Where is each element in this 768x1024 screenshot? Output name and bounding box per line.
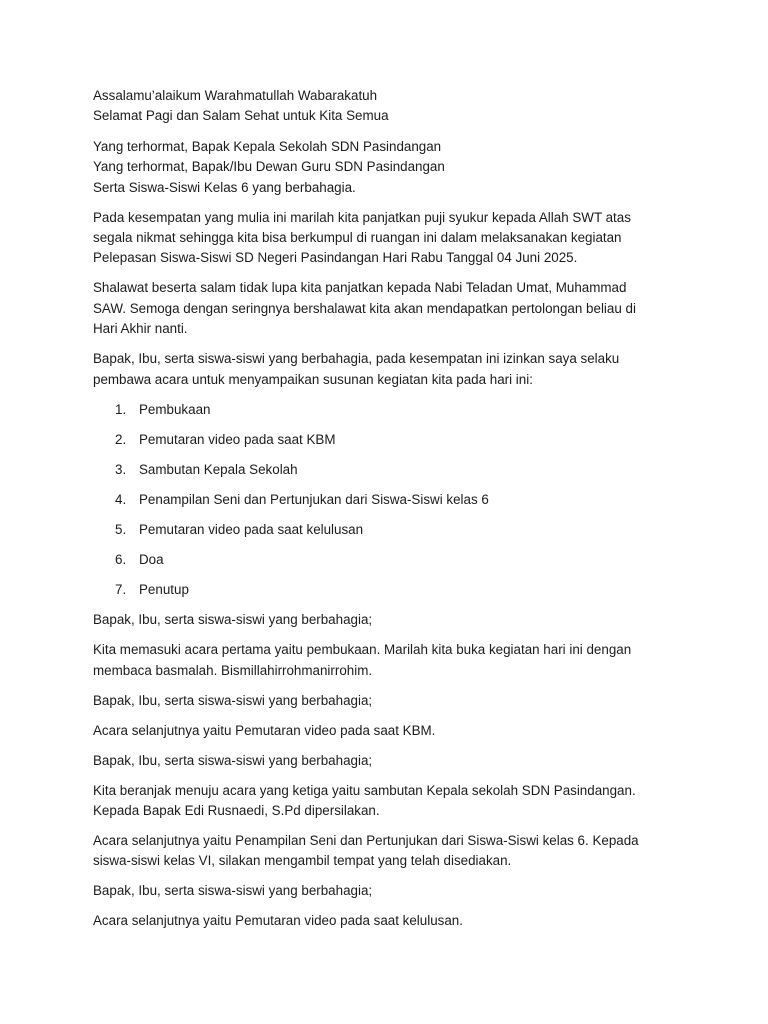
agenda-item-number: 6. <box>115 552 127 568</box>
paragraph-line: Pada kesempatan yang mulia ini marilah kita panjatkan puji syukur kepada Allah SWT atas <box>93 209 631 225</box>
paragraph-line: Bapak, Ibu, serta siswa-siswi yang berbahagia; <box>93 612 373 628</box>
shalawat-paragraph <box>93 278 673 339</box>
paragraph-line: Kita memasuki acara pertama yaitu pembukaan. Marilah kita buka kegiatan hari ini dengan <box>93 642 632 658</box>
paragraph-line: Acara selanjutnya yaitu Pemutaran video pada saat KBM. <box>93 722 436 738</box>
paragraph-line: Bapak, Ibu, serta siswa-siswi yang berbahagia; <box>93 883 373 899</box>
agenda-item-text: Pemutaran video pada saat kelulusan <box>139 521 364 537</box>
agenda-item-number: 4. <box>115 491 127 507</box>
honorific-line: Yang terhormat, Bapak/Ibu Dewan Guru SDN Pasindangan <box>93 159 445 175</box>
agenda-item <box>93 460 673 480</box>
paragraph-line: siswa-siswi kelas VI, silakan mengambil tempat yang telah disediakan. <box>93 853 512 869</box>
agenda-item-text: Penutup <box>139 582 189 598</box>
agenda-item <box>93 520 673 540</box>
paragraph-line: segala nikmat sehingga kita bisa berkumpul di ruangan ini dalam melaksanakan kegiatan <box>93 230 622 246</box>
agenda-item-text: Pemutaran video pada saat KBM <box>139 431 336 447</box>
agenda-list <box>93 400 673 601</box>
agenda-item-number: 1. <box>115 401 127 417</box>
agenda-item-text: Sambutan Kepala Sekolah <box>139 461 298 477</box>
body-paragraph <box>93 881 673 901</box>
body-paragraph <box>93 721 673 741</box>
paragraph-line: Kepada Bapak Edi Rusnaedi, S.Pd dipersilakan. <box>93 803 380 819</box>
paragraph-line: SAW. Semoga dengan seringnya bershalawat kita akan mendapatkan pertolongan beliau di <box>93 300 636 316</box>
opening-paragraph <box>93 208 673 269</box>
agenda-item-number: 2. <box>115 431 127 447</box>
agenda-item <box>93 580 673 600</box>
paragraph-line: Bapak, Ibu, serta siswa-siswi yang berbahagia; <box>93 692 373 708</box>
honorific-line: Yang terhormat, Bapak Kepala Sekolah SDN Pasindangan <box>93 138 442 154</box>
agenda-item-text: Penampilan Seni dan Pertunjukan dari Siswa-Siswi kelas 6 <box>139 491 489 507</box>
agenda-item-number: 7. <box>115 582 127 598</box>
paragraph-line: Kita beranjak menuju acara yang ketiga yaitu sambutan Kepala sekolah SDN Pasindangan. <box>93 782 636 798</box>
body-paragraph <box>93 781 673 822</box>
agenda-item-text: Pembukaan <box>139 401 211 417</box>
agenda-item-number: 5. <box>115 521 127 537</box>
paragraph-line: Acara selanjutnya yaitu Pemutaran video pada saat kelulusan. <box>93 913 463 929</box>
greeting-line: Selamat Pagi dan Salam Sehat untuk Kita Semua <box>93 108 389 124</box>
body-paragraph <box>93 640 673 681</box>
agenda-item-number: 3. <box>115 461 127 477</box>
body-paragraphs <box>93 610 673 932</box>
body-paragraph <box>93 831 673 872</box>
agenda-item <box>93 430 673 450</box>
agenda-item <box>93 400 673 420</box>
intro-paragraph <box>93 349 673 390</box>
agenda-item-text: Doa <box>139 552 164 568</box>
agenda-item <box>93 550 673 570</box>
paragraph-line: Acara selanjutnya yaitu Penampilan Seni dan Pertunjukan dari Siswa-Siswi kelas 6. Kepada <box>93 833 639 849</box>
greeting-paragraph <box>93 86 673 127</box>
body-paragraph <box>93 751 673 771</box>
paragraph-line: pembawa acara untuk menyampaikan susunan kegiatan kita pada hari ini: <box>93 371 533 387</box>
greeting-line: Assalamu’alaikum Warahmatullah Wabarakatuh <box>93 88 378 103</box>
body-paragraph <box>93 691 673 711</box>
honorifics-paragraph <box>93 137 673 198</box>
honorific-line: Serta Siswa-Siswi Kelas 6 yang berbahagia. <box>93 179 356 195</box>
body-paragraph <box>93 610 673 630</box>
paragraph-line: Bapak, Ibu, serta siswa-siswi yang berbahagia, pada kesempatan ini izinkan saya selaku <box>93 351 620 367</box>
paragraph-line: Hari Akhir nanti. <box>93 321 188 337</box>
body-paragraph <box>93 911 673 931</box>
paragraph-line: membaca basmalah. Bismillahirrohmanirrohim. <box>93 662 373 678</box>
agenda-item <box>93 490 673 510</box>
paragraph-line: Shalawat beserta salam tidak lupa kita panjatkan kepada Nabi Teladan Umat, Muhammad <box>93 280 627 296</box>
paragraph-line: Bapak, Ibu, serta siswa-siswi yang berbahagia; <box>93 752 373 768</box>
paragraph-line: Pelepasan Siswa-Siswi SD Negeri Pasindangan Hari Rabu Tanggal 04 Juni 2025. <box>93 250 578 266</box>
document-body <box>93 86 673 932</box>
